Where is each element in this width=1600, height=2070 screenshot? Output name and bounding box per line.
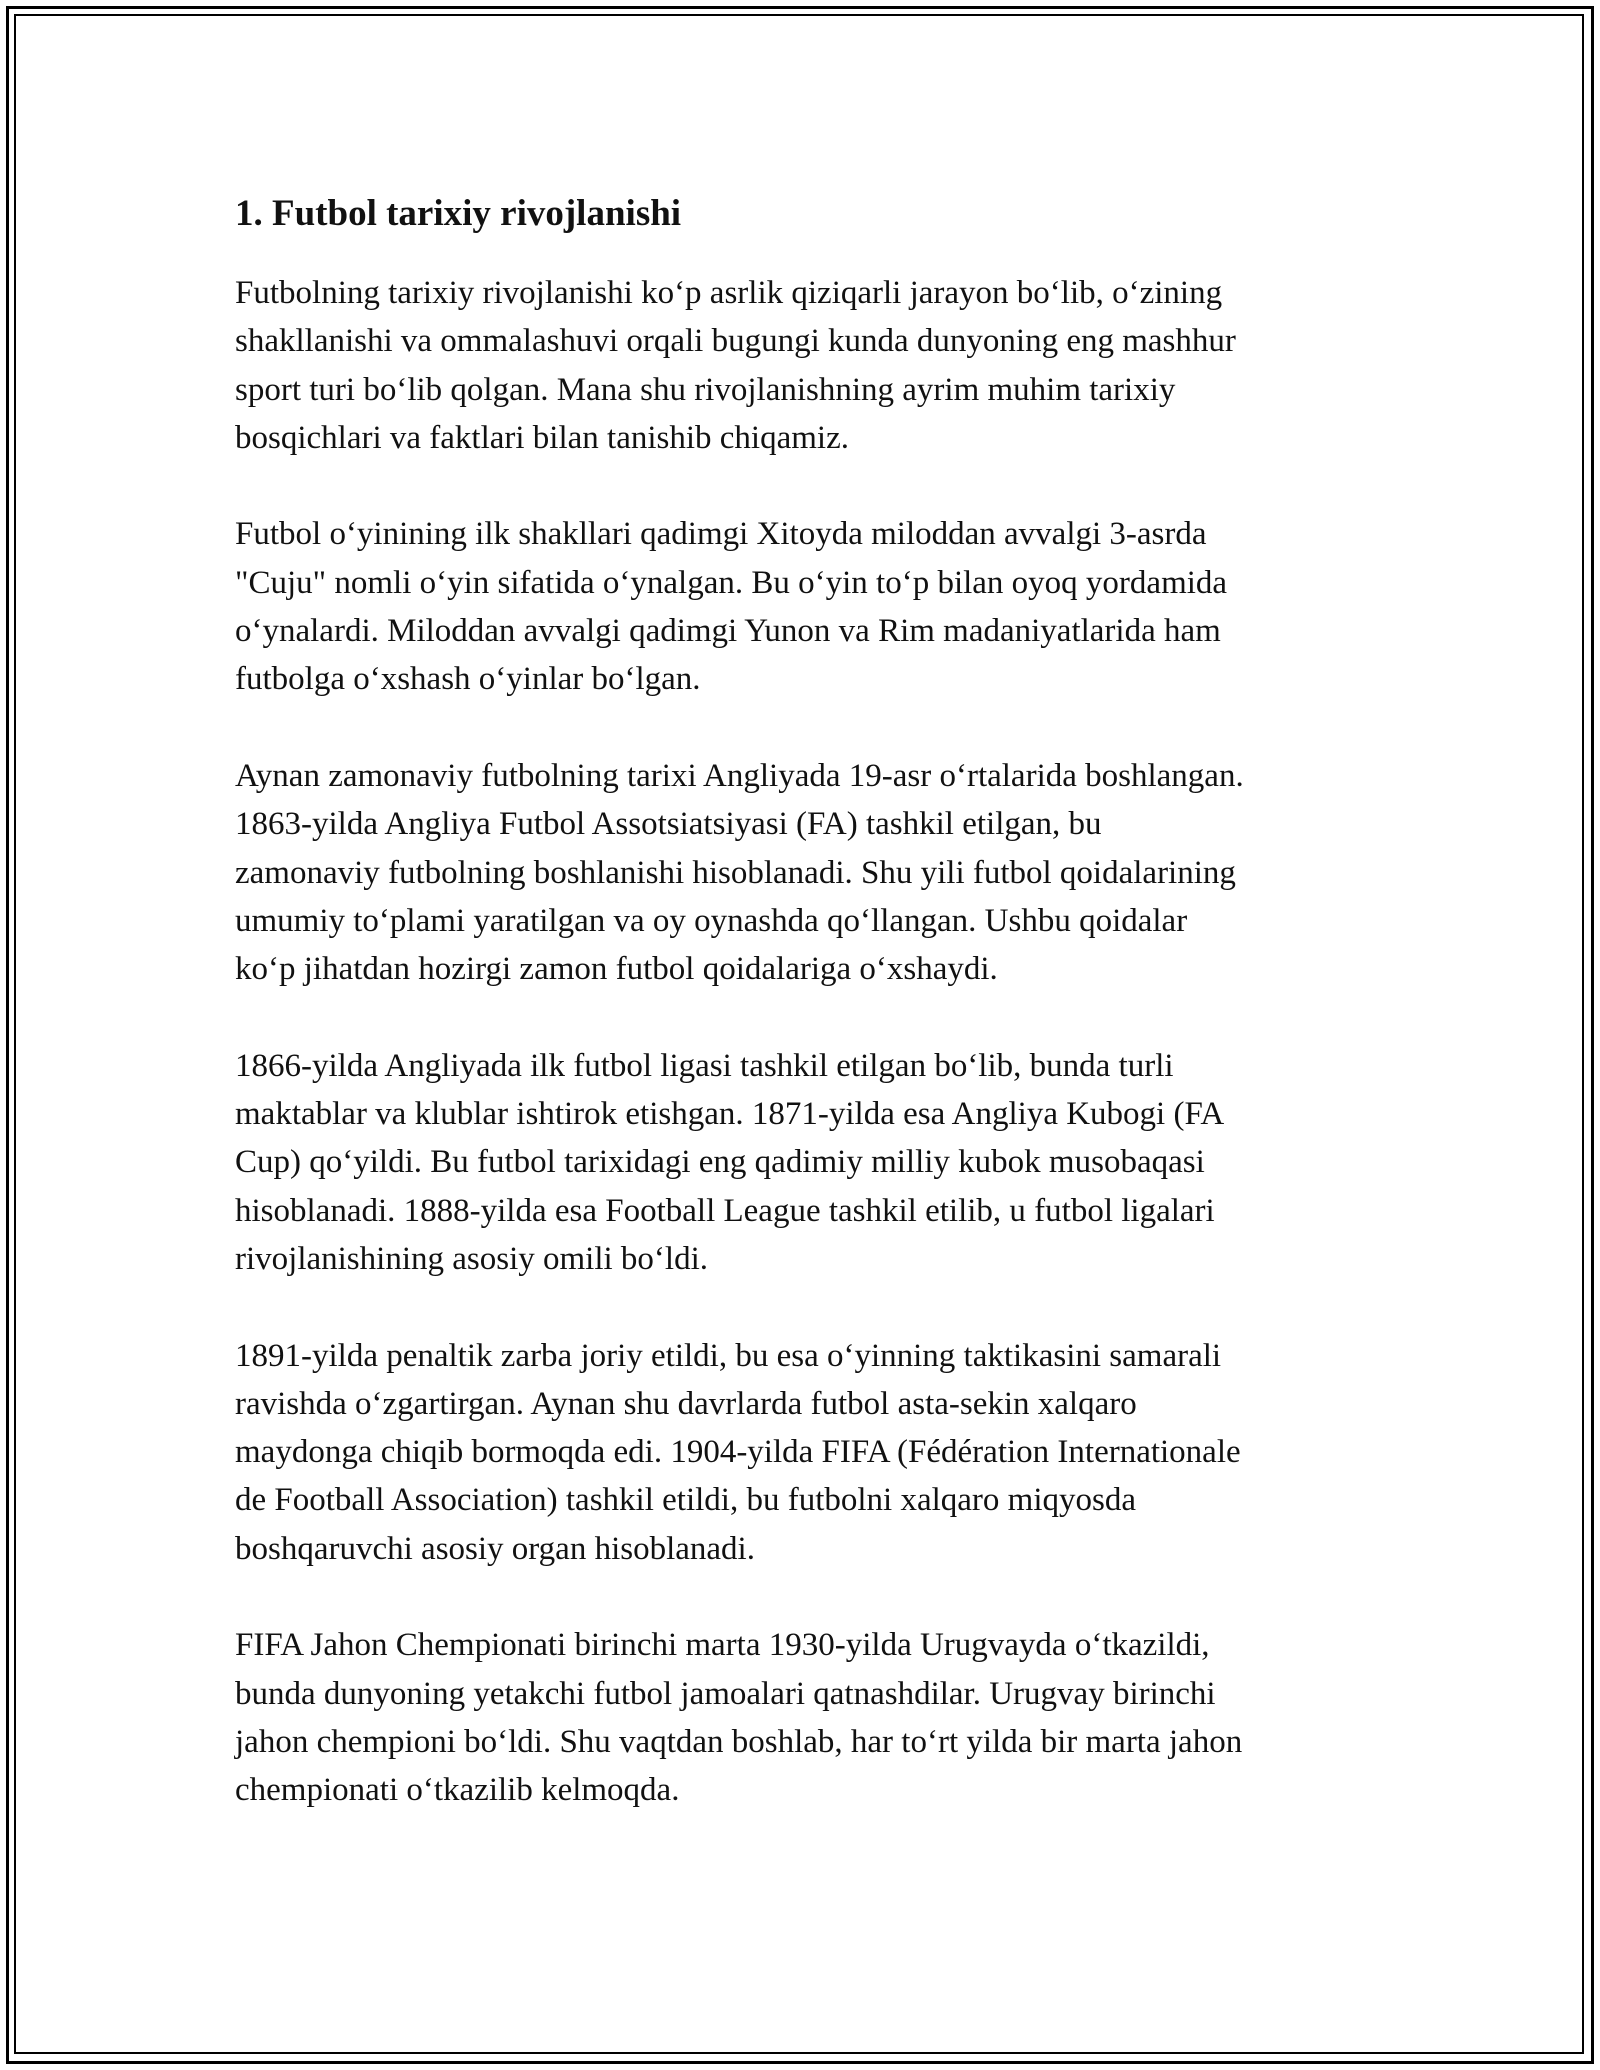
paragraph-line: de Football Association) tashkil etildi, bu futbolni xalqaro miqyosda bbox=[235, 1482, 1136, 1519]
paragraph-line: umumiy toʻplami yaratilgan va oy oynashda qoʻllangan. Ushbu qoidalar bbox=[235, 902, 1188, 939]
paragraph-first-leagues bbox=[235, 1042, 1395, 1283]
paragraph-line: jahon chempioni boʻldi. Shu vaqtdan boshlab, har toʻrt yilda bir marta jahon bbox=[235, 1723, 1243, 1760]
paragraph-line: zamonaviy futbolning boshlanishi hisoblanadi. Shu yili futbol qoidalarining bbox=[235, 854, 1236, 891]
paragraph-line: FIFA Jahon Chempionati birinchi marta 1930-yilda Urugvayda oʻtkazildi, bbox=[235, 1627, 1210, 1664]
document-body bbox=[235, 185, 1395, 1815]
paragraph-line: "Cuju" nomli oʻyin sifatida oʻynalgan. Bu oʻyin toʻp bilan oyoq yordamida bbox=[235, 564, 1228, 601]
paragraph-line: ravishda oʻzgartirgan. Aynan shu davrlarda futbol asta-sekin xalqaro bbox=[235, 1385, 1137, 1422]
paragraph-line: 1863-yilda Angliya Futbol Assotsiatsiyasi (FA) tashkil etilgan, bu bbox=[235, 806, 1102, 843]
paragraph-line: koʻp jihatdan hozirgi zamon futbol qoidalariga oʻxshaydi. bbox=[235, 951, 998, 988]
paragraph-ancient-origins bbox=[235, 510, 1395, 703]
paragraph-line: Futbolning tarixiy rivojlanishi koʻp asrlik qiziqarli jarayon boʻlib, oʻzining bbox=[235, 275, 1223, 311]
paragraph-line: chempionati oʻtkazilib kelmoqda. bbox=[235, 1772, 680, 1809]
paragraph-line: oʻynalardi. Miloddan avvalgi qadimgi Yunon va Rim madaniyatlarida ham bbox=[235, 613, 1221, 650]
paragraph-line: maydonga chiqib bormoqda edi. 1904-yilda FIFA (Fédération Internationale bbox=[235, 1434, 1241, 1471]
paragraph-line: boshqaruvchi asosiy organ hisoblanadi. bbox=[235, 1530, 755, 1567]
paragraph-line: shakllanishi va ommalashuvi orqali bugungi kunda dunyoning eng mashhur bbox=[235, 323, 1236, 360]
document-title: 1. Futbol tarixiy rivojlanishi bbox=[235, 193, 682, 234]
paragraph-line: rivojlanishining asosiy omili boʻldi. bbox=[235, 1240, 708, 1277]
paragraph-line: maktablar va klublar ishtirok etishgan. 1871-yilda esa Angliya Kubogi (FA bbox=[235, 1096, 1225, 1133]
paragraph-modern-england bbox=[235, 752, 1395, 993]
paragraph-line: Cup) qoʻyildi. Bu futbol tarixidagi eng qadimiy milliy kubok musobaqasi bbox=[235, 1144, 1205, 1181]
paragraph-line: Futbol oʻyinining ilk shakllari qadimgi Xitoyda miloddan avvalgi 3-asrda bbox=[235, 516, 1207, 553]
paragraph-line: 1866-yilda Angliyada ilk futbol ligasi tashkil etilgan boʻlib, bunda turli bbox=[235, 1047, 1174, 1084]
paragraph-line: Aynan zamonaviy futbolning tarixi Angliyada 19-asr oʻrtalarida boshlangan. bbox=[235, 757, 1244, 794]
paragraph-line: futbolga oʻxshash oʻyinlar boʻlgan. bbox=[235, 661, 701, 698]
paragraph-intro bbox=[235, 269, 1395, 462]
paragraph-line: bosqichlari va faktlari bilan tanishib chiqamiz. bbox=[235, 419, 849, 456]
paragraph-line: hisoblanadi. 1888-yilda esa Football League tashkil etilib, u futbol ligalari bbox=[235, 1192, 1215, 1229]
paragraph-line: 1891-yilda penaltik zarba joriy etildi, bu esa oʻyinning taktikasini samarali bbox=[235, 1337, 1222, 1374]
paragraph-line: bunda dunyoning yetakchi futbol jamoalari qatnashdilar. Urugvay birinchi bbox=[235, 1675, 1216, 1712]
paragraph-line: sport turi boʻlib qolgan. Mana shu rivojlanishning ayrim muhim tarixiy bbox=[235, 371, 1176, 408]
paragraph-world-cup bbox=[235, 1621, 1395, 1814]
paragraph-fifa-founding bbox=[235, 1332, 1395, 1573]
